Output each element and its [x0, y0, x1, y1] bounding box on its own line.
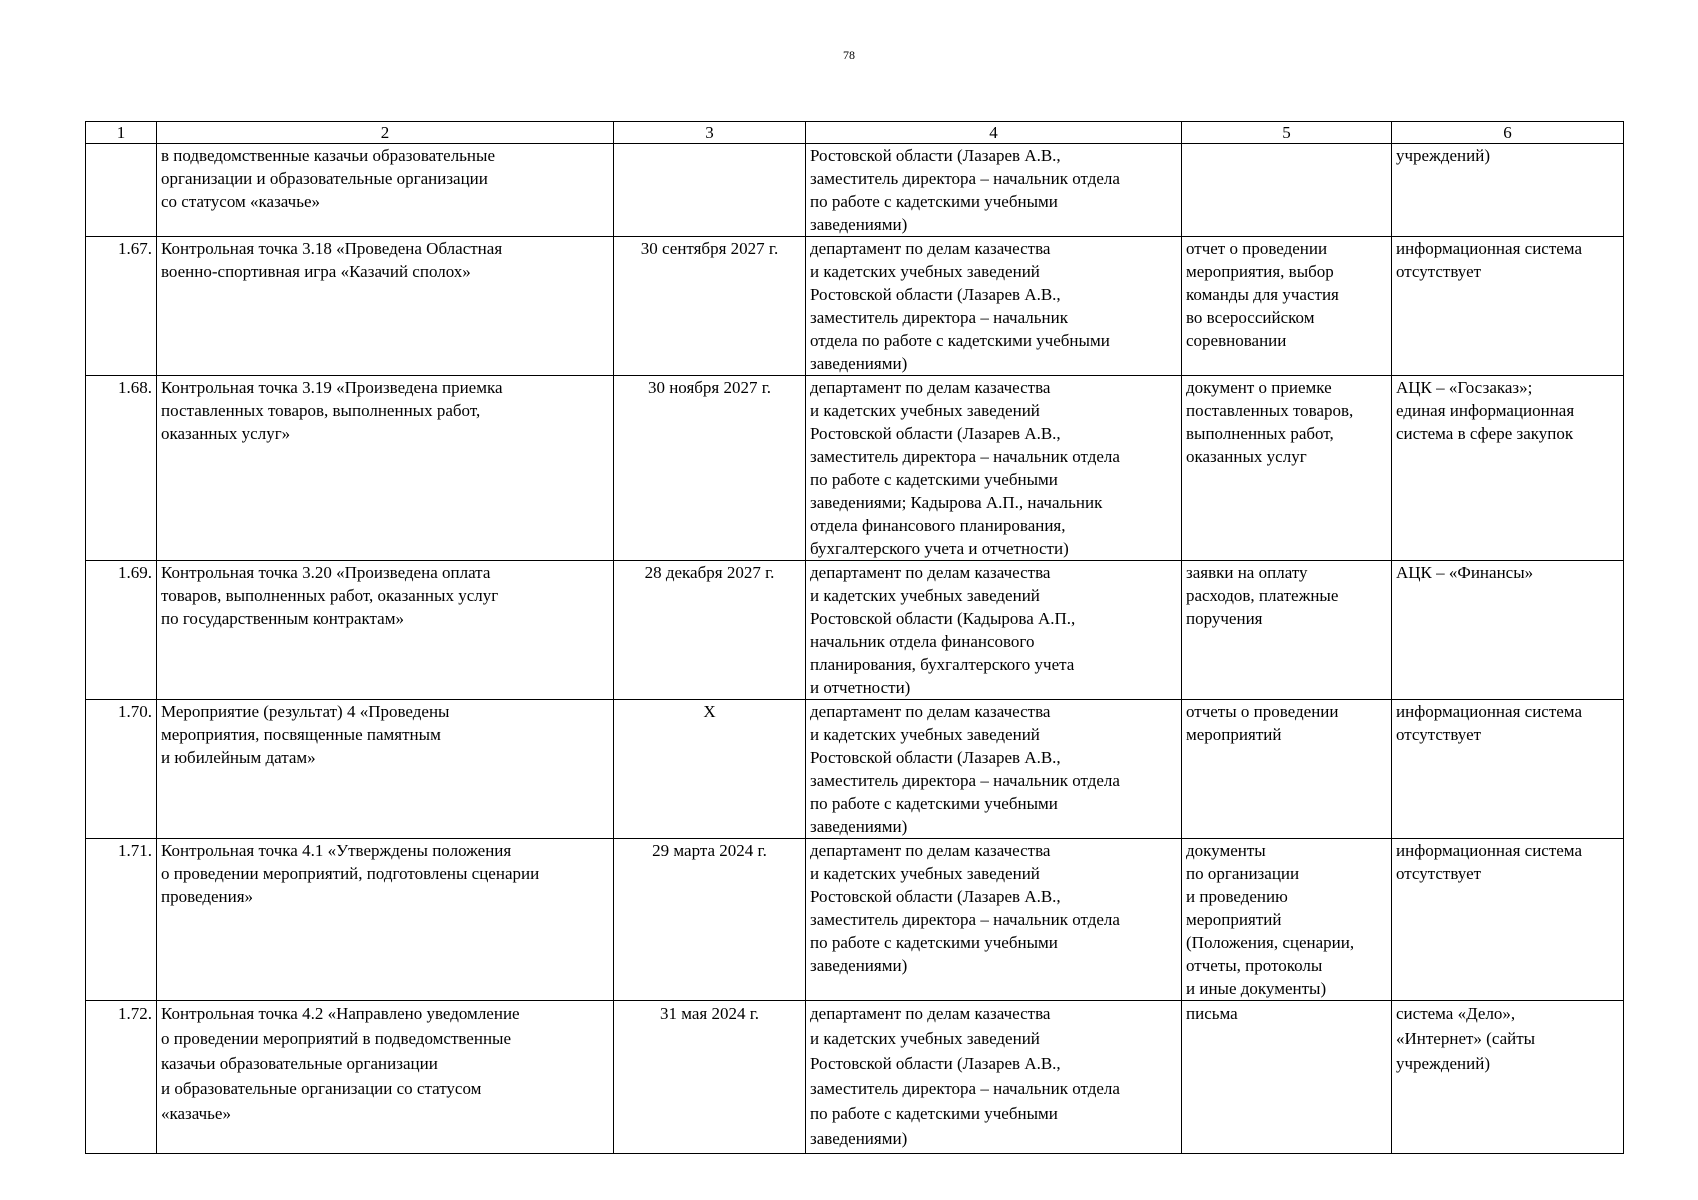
row-number: 1.71.	[86, 839, 157, 1001]
document-type: отчеты о проведении мероприятий	[1182, 700, 1392, 839]
table-row	[86, 839, 1624, 1001]
document-type: заявки на оплату расходов, платежные поручения	[1182, 561, 1392, 700]
table-row	[86, 700, 1624, 839]
deadline: 29 марта 2024 г.	[614, 839, 806, 1001]
event-name: Мероприятие (результат) 4 «Проведены мероприятия, посвященные памятным и юбилейным датам»	[157, 700, 614, 839]
info-system: информационная система отсутствует	[1392, 839, 1624, 1001]
deadline: Х	[614, 700, 806, 839]
table-row	[86, 144, 1624, 237]
table-row	[86, 561, 1624, 700]
event-name: Контрольная точка 3.20 «Произведена оплата товаров, выполненных работ, оказанных услуг по государственным контрактам»	[157, 561, 614, 700]
event-name: Контрольная точка 4.2 «Направлено уведомление о проведении мероприятий в подведомственные казачьи образовательные организации и образовательные организации со статусом «казачье»	[157, 1001, 614, 1154]
column-header: 4	[806, 122, 1182, 144]
deadline: 30 сентября 2027 г.	[614, 237, 806, 376]
info-system: информационная система отсутствует	[1392, 700, 1624, 839]
event-name: Контрольная точка 3.18 «Проведена Областная военно-спортивная игра «Казачий сполох»	[157, 237, 614, 376]
responsible: департамент по делам казачества и кадетских учебных заведений Ростовской области (Лазарев А.В., заместитель директора – начальник отдела по работе с кадетскими учебными заведениями)	[806, 700, 1182, 839]
event-name: Контрольная точка 4.1 «Утверждены положения о проведении мероприятий, подготовлены сценарии проведения»	[157, 839, 614, 1001]
responsible: департамент по делам казачества и кадетских учебных заведений Ростовской области (Лазарев А.В., заместитель директора – начальник отдела по работе с кадетскими учебными заведениями; Кадырова А.П., начальник отдела финансового планирования, бухгалтерского учета и отчетности)	[806, 376, 1182, 561]
responsible: департамент по делам казачества и кадетских учебных заведений Ростовской области (Лазарев А.В., заместитель директора – начальник отдела по работе с кадетскими учебными заведениями)	[806, 237, 1182, 376]
row-number: 1.68.	[86, 376, 157, 561]
row-number	[86, 144, 157, 237]
document-type: отчет о проведении мероприятия, выбор команды для участия во всероссийском соревновании	[1182, 237, 1392, 376]
row-number: 1.72.	[86, 1001, 157, 1154]
plan-table	[85, 121, 1624, 1154]
column-header: 5	[1182, 122, 1392, 144]
responsible: департамент по делам казачества и кадетских учебных заведений Ростовской области (Кадырова А.П., начальник отдела финансового планирования, бухгалтерского учета и отчетности)	[806, 561, 1182, 700]
responsible: Ростовской области (Лазарев А.В., заместитель директора – начальник отдела по работе с кадетскими учебными заведениями)	[806, 144, 1182, 237]
responsible: департамент по делам казачества и кадетских учебных заведений Ростовской области (Лазарев А.В., заместитель директора – начальник отдела по работе с кадетскими учебными заведениями)	[806, 839, 1182, 1001]
column-header: 2	[157, 122, 614, 144]
document-type: документы по организации и проведению мероприятий (Положения, сценарии, отчеты, протоколы и иные документы)	[1182, 839, 1392, 1001]
responsible: департамент по делам казачества и кадетских учебных заведений Ростовской области (Лазарев А.В., заместитель директора – начальник отдела по работе с кадетскими учебными заведениями)	[806, 1001, 1182, 1154]
page-number: 78	[843, 48, 855, 62]
event-name: Контрольная точка 3.19 «Произведена приемка поставленных товаров, выполненных работ, оказанных услуг»	[157, 376, 614, 561]
info-system: учреждений)	[1392, 144, 1624, 237]
table-row	[86, 1001, 1624, 1154]
deadline: 28 декабря 2027 г.	[614, 561, 806, 700]
document-type: документ о приемке поставленных товаров, выполненных работ, оказанных услуг	[1182, 376, 1392, 561]
column-header: 1	[86, 122, 157, 144]
document-type	[1182, 144, 1392, 237]
row-number: 1.70.	[86, 700, 157, 839]
info-system: система «Дело», «Интернет» (сайты учреждений)	[1392, 1001, 1624, 1154]
column-header: 6	[1392, 122, 1624, 144]
row-number: 1.67.	[86, 237, 157, 376]
deadline	[614, 144, 806, 237]
column-header: 3	[614, 122, 806, 144]
info-system: АЦК – «Финансы»	[1392, 561, 1624, 700]
info-system: АЦК – «Госзаказ»; единая информационная система в сфере закупок	[1392, 376, 1624, 561]
info-system: информационная система отсутствует	[1392, 237, 1624, 376]
table-row	[86, 376, 1624, 561]
header-row	[86, 122, 1624, 144]
event-name: в подведомственные казачьи образовательные организации и образовательные организации со статусом «казачье»	[157, 144, 614, 237]
table-row	[86, 237, 1624, 376]
document-type: письма	[1182, 1001, 1392, 1154]
deadline: 30 ноября 2027 г.	[614, 376, 806, 561]
row-number: 1.69.	[86, 561, 157, 700]
deadline: 31 мая 2024 г.	[614, 1001, 806, 1154]
